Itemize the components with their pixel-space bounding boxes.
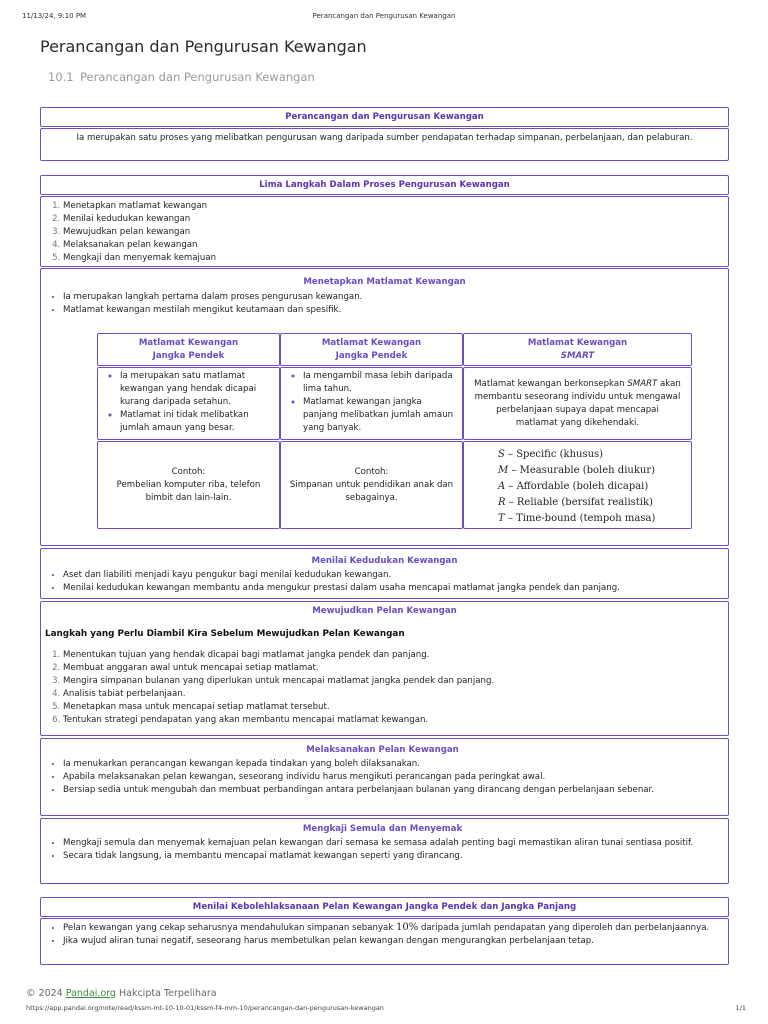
smart-text: – Reliable (bersifat realistik): [508, 497, 653, 508]
feasibility-bullets: [41, 921, 724, 948]
goal-col3-heading: [463, 333, 692, 366]
page-title: Perancangan dan Pengurusan Kewangan: [40, 37, 367, 56]
set-goals-bullets: [41, 291, 728, 317]
list-item: ◦ Matlamat ini tidak melibatkan jumlah amaun yang besar.: [120, 409, 275, 435]
pandai-link[interactable]: Pandai.org: [65, 988, 116, 999]
goal-col3-desc: [463, 367, 692, 440]
print-timestamp: 11/13/24, 9:10 PM: [22, 12, 87, 20]
section-subtitle: [48, 70, 315, 84]
feasibility-bullet-1: • Pelan kewangan yang cekap seharusnya mendahulukan simpanan sebanyak 10% daripada jumlah pendapatan yang diperoleh dan perbelanjaannya.: [63, 921, 724, 935]
list-item: • Secara tidak langsung, ia membantu mencapai matlamat kewangan seperti yang dirancang.: [63, 850, 724, 863]
set-goals-heading: Menetapkan Matlamat Kewangan: [303, 277, 466, 287]
five-steps-heading-box: [40, 175, 729, 195]
definition-text: Ia merupakan satu proses yang melibatkan pengurusan wang daripada sumber pendapatan terhadap simpanan, perbelanjaan, dan pelaburan.: [76, 133, 693, 143]
assess-bullets: [41, 569, 728, 595]
implement-bullets: [41, 758, 724, 797]
feasibility-heading-box: [40, 897, 729, 917]
list-item: • Matlamat kewangan mestilah mengikut keutamaan dan spesifik.: [63, 304, 728, 317]
goal-col3-smart: [463, 441, 692, 529]
smart-desc-before: Matlamat kewangan berkonsepkan: [474, 378, 628, 389]
list-item: 3. Mengira simpanan bulanan yang diperlukan untuk mencapai matlamat jangka pendek dan panjang.: [63, 675, 728, 688]
goal-col2-heading: [280, 333, 463, 366]
goal-col2-heading-line1: Matlamat Kewangan: [321, 338, 422, 348]
footer-copyright: © 2024 Pandai.org Hakcipta Terpelihara: [26, 988, 217, 999]
assess-heading: Menilai Kedudukan Kewangan: [311, 556, 458, 566]
smart-text: – Specific (khusus): [508, 449, 604, 460]
list-item: • Bersiap sedia untuk mengubah dan membuat perbandingan antara perbelanjaan bulanan yang dirancang dengan perbelanjaan sebenar.: [63, 784, 724, 797]
list-item: 2. Menilai kedudukan kewangan: [63, 213, 728, 226]
list-item: 4. Melaksanakan pelan kewangan: [63, 239, 728, 252]
smart-text: – Time-bound (tempoh masa): [507, 513, 656, 524]
list-item: ◦ Ia merupakan satu matlamat kewangan yang hendak dicapai kurang daripada setahun.: [120, 370, 275, 409]
list-item: • Mengkaji semula dan menyemak kemajuan pelan kewangan dari semasa ke semasa adalah penting bagi memastikan aliran tunai sentiasa positif.: [63, 837, 724, 850]
smart-letter: S: [498, 449, 509, 460]
feasibility-heading: Menilai Kebolehlaksanaan Pelan Kewangan Jangka Pendek dan Jangka Panjang: [192, 902, 577, 912]
smart-item: [498, 511, 691, 527]
smart-letter: R: [498, 497, 509, 508]
create-plan-subheading: Langkah yang Perlu Diambil Kira Sebelum Mewujudkan Pelan Kewangan: [45, 629, 405, 639]
five-steps-body-box: [40, 196, 729, 267]
goal-col2-heading-line2: Jangka Pendek: [335, 351, 408, 361]
definition-body-box: [40, 128, 729, 161]
smart-desc-em: SMART: [627, 378, 658, 389]
list-item: 5. Menetapkan masa untuk mencapai setiap matlamat tersebut.: [63, 701, 728, 714]
footer-url: https://app.pandai.org/note/read/kssm-mt-10-10-01/kssm-f4-mm-10/perancangan-dan-pengurusan-kewangan: [26, 1004, 384, 1012]
percentage-math: 10%: [396, 922, 419, 933]
definition-heading: Perancangan dan Pengurusan Kewangan: [285, 112, 484, 122]
goal-col2-points-list: [289, 370, 458, 435]
smart-item: [498, 479, 691, 495]
list-item: 5. Mengkaji dan menyemak kemajuan: [63, 252, 728, 265]
goal-col1-heading-line1: Matlamat Kewangan: [138, 338, 239, 348]
goal-col3-heading-line2: SMART: [560, 351, 595, 361]
goal-col2-example-text: Simpanan untuk pendidikan anak dan sebagainya.: [289, 479, 454, 503]
smart-letter: T: [498, 513, 508, 524]
goal-col1-example-text: Pembelian komputer riba, telefon bimbit dan lain-lain.: [116, 479, 261, 503]
goal-col1-heading-line2: Jangka Pendek: [152, 351, 225, 361]
smart-list: [464, 442, 691, 527]
list-item: • Ia merupakan langkah pertama dalam proses pengurusan kewangan.: [63, 291, 728, 304]
goal-col2-example-label: Contoh:: [354, 466, 389, 477]
list-item: ◦ Matlamat kewangan jangka panjang melibatkan jumlah amaun yang banyak.: [303, 396, 458, 435]
assess-box: [40, 548, 729, 599]
goal-col1-points-list: [106, 370, 275, 435]
create-plan-list: [41, 649, 728, 727]
list-item: • Ia menukarkan perancangan kewangan kepada tindakan yang boleh dilaksanakan.: [63, 758, 724, 771]
create-plan-heading: Mewujudkan Pelan Kewangan: [312, 606, 457, 616]
footer-page-number: 1/1: [735, 1004, 746, 1012]
list-item: • Aset dan liabiliti menjadi kayu pengukur bagi menilai kedudukan kewangan.: [63, 569, 728, 582]
five-steps-heading: Lima Langkah Dalam Proses Pengurusan Kewangan: [259, 180, 510, 190]
smart-desc-after: akan membantu seseorang individu untuk mengawal perbelanjaan supaya dapat mencapai matlamat yang dikehendaki.: [474, 378, 681, 428]
list-item: 1. Menentukan tujuan yang hendak dicapai bagi matlamat jangka pendek dan panjang.: [63, 649, 728, 662]
list-item: ◦ Ia mengambil masa lebih daripada lima tahun.: [303, 370, 458, 396]
implement-box: [40, 738, 729, 816]
list-item: 6. Tentukan strategi pendapatan yang akan membantu mencapai matlamat kewangan.: [63, 714, 728, 727]
review-bullets: [41, 837, 724, 863]
list-item: 4. Analisis tabiat perbelanjaan.: [63, 688, 728, 701]
list-item: • Menilai kedudukan kewangan membantu anda mengukur prestasi dalam usaha mencapai matlamat jangka pendek dan panjang.: [63, 582, 728, 595]
list-item: 2. Membuat anggaran awal untuk mencapai setiap matlamat.: [63, 662, 728, 675]
section-title: Perancangan dan Pengurusan Kewangan: [80, 70, 315, 84]
smart-item: [498, 463, 691, 479]
set-goals-box: [40, 268, 729, 546]
list-item: 3. Mewujudkan pelan kewangan: [63, 226, 728, 239]
goal-col3-heading-line1: Matlamat Kewangan: [527, 338, 628, 348]
goal-col1-heading: [97, 333, 280, 366]
implement-heading: Melaksanakan Pelan Kewangan: [306, 745, 459, 755]
goal-col1-example-label: Contoh:: [171, 466, 206, 477]
smart-text: – Measurable (boleh diukur): [511, 465, 656, 476]
smart-item: [498, 447, 691, 463]
smart-text: – Affordable (boleh dicapai): [508, 481, 649, 492]
list-item: • Apabila melaksanakan pelan kewangan, seseorang individu harus mengikuti perancangan pada peringkat awal.: [63, 771, 724, 784]
goal-col1-points: [97, 367, 280, 440]
goal-col2-points: [280, 367, 463, 440]
smart-letter: M: [498, 465, 512, 476]
five-steps-list: [41, 200, 728, 265]
definition-heading-box: [40, 107, 729, 127]
smart-item: [498, 495, 691, 511]
print-title: Perancangan dan Pengurusan Kewangan: [312, 12, 456, 20]
goal-col1-example: [97, 441, 280, 529]
feasibility-body-box: [40, 918, 729, 965]
list-item: 1. Menetapkan matlamat kewangan: [63, 200, 728, 213]
smart-letter: A: [498, 481, 509, 492]
print-header: [22, 12, 746, 24]
create-plan-box: [40, 601, 729, 736]
review-box: [40, 818, 729, 884]
goal-col2-example: [280, 441, 463, 529]
review-heading: Mengkaji Semula dan Menyemak: [302, 824, 463, 834]
section-number: 10.1: [48, 70, 74, 84]
feasibility-bullet-2: • Jika wujud aliran tunai negatif, seseorang harus membetulkan pelan kewangan dengan mengurangkan perbelanjaan tetap.: [63, 935, 724, 948]
